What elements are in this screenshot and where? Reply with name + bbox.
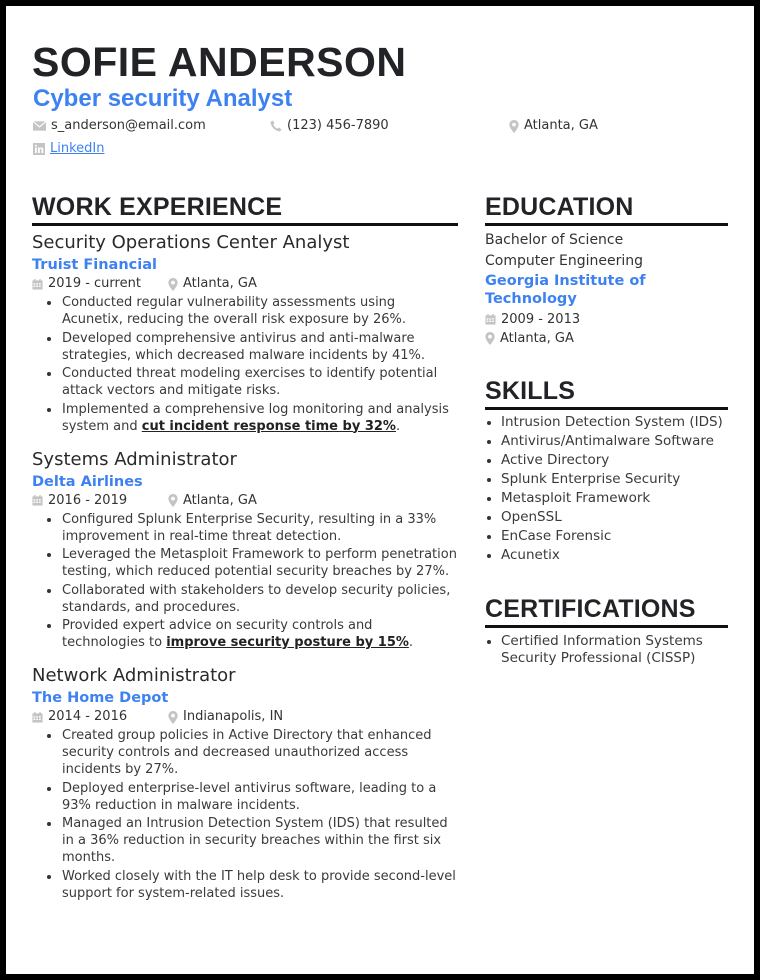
- education-degree: Bachelor of Science: [485, 232, 624, 248]
- company-name: The Home Depot: [32, 690, 169, 706]
- calendar-icon: [485, 314, 496, 325]
- job-bullet: Leveraged the Metasploit Framework to perform penetration testing, which reduced potential security breaches by 27%.: [32, 546, 458, 580]
- job-title: Security Operations Center Analyst: [32, 232, 350, 253]
- skill-item: Antivirus/Antimalware Software: [485, 432, 728, 451]
- education-location: Atlanta, GA: [500, 331, 574, 346]
- candidate-name: SOFIE ANDERSON: [32, 39, 407, 85]
- certifications-section: [485, 594, 728, 669]
- calendar-icon: [32, 279, 43, 290]
- section-divider: [32, 223, 458, 226]
- envelope-icon: [33, 121, 46, 131]
- job-entry: [32, 448, 458, 652]
- job-location: Indianapolis, IN: [183, 709, 284, 724]
- job-bullet: Managed an Intrusion Detection System (IDS) that resulted in a 36% reduction in security breaches within the first six months.: [32, 815, 458, 866]
- section-heading-work-experience: WORK EXPERIENCE: [32, 193, 283, 221]
- job-bullet: Implemented a comprehensive log monitoring and analysis system and cut incident response time by 32%.: [32, 401, 458, 435]
- education-field: Computer Engineering: [485, 253, 644, 269]
- phone-icon: [270, 120, 282, 132]
- contact-location: [509, 117, 598, 135]
- skill-item: Metasploit Framework: [485, 489, 728, 508]
- section-divider: [485, 407, 728, 410]
- skill-item: EnCase Forensic: [485, 527, 728, 546]
- job-meta: [32, 708, 458, 726]
- contact-email: [33, 117, 206, 135]
- skill-item: Intrusion Detection System (IDS): [485, 413, 728, 432]
- education-location-row: [485, 329, 728, 348]
- job-bullets: [32, 511, 458, 652]
- section-heading-education: EDUCATION: [485, 193, 634, 221]
- job-entry: [32, 664, 458, 902]
- job-bullet: Worked closely with the IT help desk to provide second-level support for system-related issues.: [32, 868, 458, 902]
- contact-linkedin: [33, 140, 104, 158]
- section-heading-certifications: CERTIFICATIONS: [485, 595, 696, 623]
- education-dates: 2009 - 2013: [501, 312, 581, 327]
- job-title: Network Administrator: [32, 665, 236, 686]
- highlighted-achievement: improve security posture by 15%: [166, 635, 409, 650]
- linkedin-icon: [33, 143, 45, 155]
- skill-item: Active Directory: [485, 451, 728, 470]
- map-pin-icon: [168, 278, 178, 291]
- map-pin-icon: [168, 711, 178, 724]
- job-dates: 2019 - current: [48, 276, 141, 291]
- section-divider: [485, 223, 728, 226]
- job-bullets: [32, 294, 458, 435]
- phone-text: (123) 456-7890: [287, 118, 389, 133]
- education-school: Georgia Institute of Technology: [485, 273, 646, 307]
- calendar-icon: [32, 712, 43, 723]
- job-bullet: Developed comprehensive antivirus and anti-malware strategies, which decreased malware incidents by 41%.: [32, 330, 458, 364]
- work-experience-section: [32, 192, 458, 903]
- calendar-icon: [32, 495, 43, 506]
- location-text: Atlanta, GA: [524, 118, 598, 133]
- job-bullets: [32, 727, 458, 902]
- job-location: Atlanta, GA: [183, 492, 257, 508]
- job-bullet: Configured Splunk Enterprise Security, resulting in a 33% improvement in real-time threat detection.: [32, 511, 458, 545]
- email-text: s_anderson@email.com: [51, 118, 206, 133]
- skills-section: [485, 376, 728, 565]
- job-bullet: Conducted threat modeling exercises to identify potential attack vectors and mitigate risks.: [32, 365, 458, 399]
- candidate-title: Cyber security Analyst: [33, 85, 293, 112]
- company-name: Truist Financial: [32, 257, 157, 273]
- job-entry: [32, 231, 458, 435]
- skill-item: OpenSSL: [485, 508, 728, 527]
- map-pin-icon: [485, 332, 495, 345]
- job-bullet: Conducted regular vulnerability assessments using Acunetix, reducing the overall risk exposure by 26%.: [32, 294, 458, 328]
- education-section: [485, 192, 728, 348]
- job-title: Systems Administrator: [32, 448, 237, 470]
- job-location: Atlanta, GA: [183, 276, 257, 291]
- certification-item: Certified Information Systems Security Professional (CISSP): [485, 633, 728, 667]
- job-bullet: Deployed enterprise-level antivirus software, leading to a 93% reduction in malware incidents.: [32, 780, 458, 814]
- highlighted-achievement: cut incident response time by 32%: [141, 418, 396, 434]
- job-meta: [32, 492, 458, 510]
- map-pin-icon: [509, 120, 519, 133]
- job-bullet: Created group policies in Active Directory that enhanced security controls and decreased unauthorized access incidents by 27%.: [32, 727, 458, 778]
- job-dates: 2016 - 2019: [48, 492, 128, 508]
- certifications-list: [485, 633, 728, 667]
- section-divider: [485, 625, 728, 628]
- map-pin-icon: [168, 494, 178, 507]
- resume-page: [6, 6, 754, 974]
- job-bullet: Provided expert advice on security controls and technologies to improve security posture by 15%.: [32, 617, 458, 651]
- section-heading-skills: SKILLS: [485, 377, 576, 405]
- job-dates: 2014 - 2016: [48, 709, 128, 724]
- skills-list: [485, 413, 728, 565]
- company-name: Delta Airlines: [32, 473, 143, 490]
- contact-phone: [270, 117, 389, 135]
- job-meta: [32, 275, 458, 293]
- education-dates-row: [485, 310, 728, 329]
- skill-item: Splunk Enterprise Security: [485, 470, 728, 489]
- skill-item: Acunetix: [485, 546, 728, 565]
- job-bullet: Collaborated with stakeholders to develop security policies, standards, and procedures.: [32, 582, 458, 616]
- linkedin-link[interactable]: LinkedIn: [50, 141, 105, 156]
